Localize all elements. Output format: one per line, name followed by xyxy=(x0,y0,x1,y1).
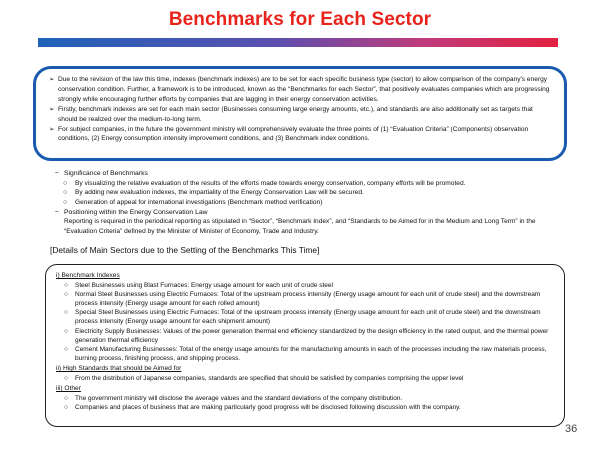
section-item: ○ Special Steel Businesses using Electric Furnaces: Total of the upstream process intensity (Energy usage amount for each unit of crude steel) and the downstream process intensity (Energy usage amount for each shipment amount) xyxy=(56,308,556,326)
section-item: ○ Normal Steel Businesses using Electric Furnaces: Total of the upstream process intensity (Energy usage amount for each unit of crude steel) and the downstream process intensity (Energy usage amount for each rolled amount) xyxy=(56,290,556,308)
significance-heading: − Significance of Benchmarks xyxy=(55,169,565,179)
section-item: ○ Cement Manufacturing Businesses: Total of the energy usage amounts for the manufacturing amounts in each of the processes including the raw materials process, burning process, finishing process, and shipping process. xyxy=(56,345,556,363)
section-item: ○ The government ministry will disclose the average values and the standard deviations of the company distribution. xyxy=(56,394,556,403)
title-divider xyxy=(38,38,558,47)
intro-box xyxy=(33,66,567,161)
section-item: ○ From the distribution of Japanese companies, standards are specified that should be satisfied by companies comprising the upper level xyxy=(56,374,556,383)
positioning-text: Reporting is required in the periodical reporting as stipulated in “Sector”, “Benchmark Index”, and “Standards to be Aimed for in the Medium and Long Term” in the “Evaluation Criteria” defined by the Minister of Minister of Economy, Trade and Industry. xyxy=(64,218,536,236)
intro-item: ➢ For subject companies, in the future the government ministry will comprehensively evaluate the three points of (1) “Evaluation Criteria” (Components) observation conditions, (2) Energy consumption intensity improvement conditions, and (3) Benchmark index conditions. xyxy=(50,125,554,145)
significance-item: ○ Generation of appeal for international investigations (Benchmark method verification) xyxy=(55,198,565,208)
section-item: ○ Steel Businesses using Blast Furnaces: Energy usage amount for each unit of crude steel xyxy=(56,281,556,290)
intro-item: ➢ Due to the revision of the law this time, indexes (benchmark indexes) are to be set for each specific business type (sector) to allow comparison of the company's energy conservation condition. Further, a framework is to be introduced, known as the “Benchmarks for each Sector”, that positively evaluates companies which are progressing strongly while encouraging further efforts by companies that are lagging in their energy conservation activities. xyxy=(50,75,554,105)
significance-item: ○ By visualizing the relative evaluation of the results of the efforts made towards energy conservation, company efforts will be promoted. xyxy=(55,179,565,189)
significance-item: ○ By adding new evaluation indexes, the impartiality of the Energy Conservation Law will be secured. xyxy=(55,188,565,198)
sectors-box xyxy=(45,264,565,427)
page-title: Benchmarks for Each Sector xyxy=(168,9,432,30)
details-heading: [Details of Main Sectors due to the Setting of the Benchmarks This Time] xyxy=(50,245,320,255)
significance-section xyxy=(55,169,565,237)
section-item: ○ Companies and places of business that are making particularly good progress will be disclosed following discussion with the company. xyxy=(56,403,556,412)
page-number: 36 xyxy=(565,423,578,435)
positioning-heading: − Positioning within the Energy Conservation Law xyxy=(55,208,565,218)
intro-item: ➢ Firstly, benchmark indexes are set for each main sector (Businesses consuming large energy amounts, etc.), and standards are also additionally set as targets that should be realized over the medium-to-long term. xyxy=(50,105,554,125)
section-item: ○ Electricity Supply Businesses: Values of the power generation thermal end efficiency standardized by the design efficiency in the rated output, and the thermal power generation thermal efficiency xyxy=(56,327,556,345)
section-heading: ii) High Standards that should be Aimed for xyxy=(56,365,182,373)
section-heading: iii) Other xyxy=(56,385,81,393)
section-heading: i) Benchmark Indexes xyxy=(56,272,120,279)
